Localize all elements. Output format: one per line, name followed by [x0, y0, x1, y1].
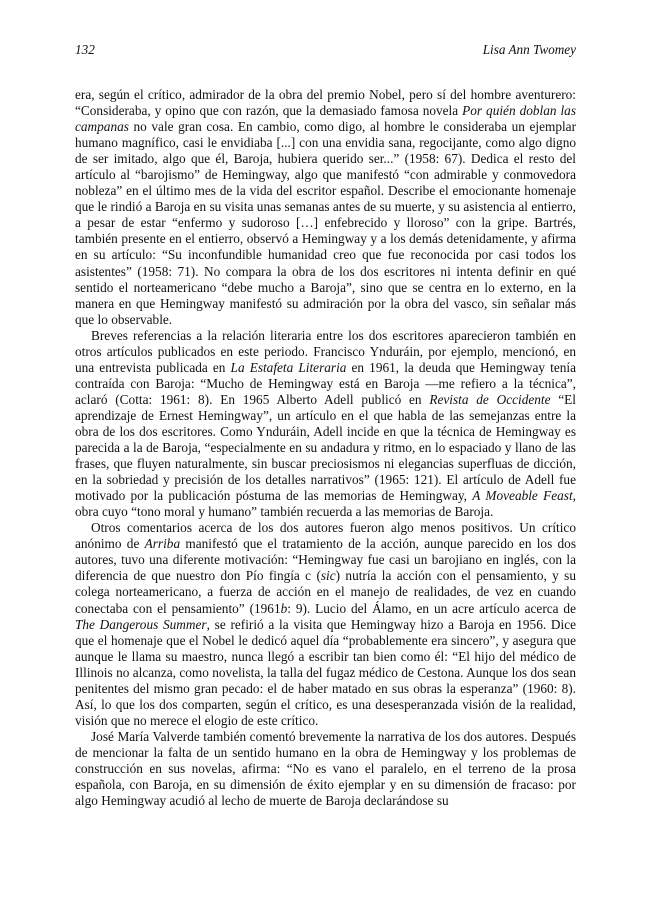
text-run: en 1961, la deuda que Hemingway tenía contraída con Baroja: “Mucho de Hemingway está en Baroja —me refiero a la técnica”, aclaró (Cotta: 1961: 8). En 1965 Alberto Adell publicó en — [75, 359, 576, 407]
book-title: The Dangerous Summer — [75, 616, 207, 632]
text-run: Otros comentarios acerca de los dos autores fueron algo menos positivos. Un crítico anónimo de — [75, 520, 576, 552]
text-run: : 9). Lucio del Álamo, en un acre artículo acerca de — [287, 600, 576, 616]
text-run: José María Valverde también comentó brevemente la narrativa de los dos autores. Después de mencionar la falta de un sentido humano en la obra de Hemingway y los problemas de construcción en sus novelas, afirma: “No es vano el paralelo, en el terreno de la prosa española, con Baroja, en su dimensión de éxito ejemplar y en su dimensión de fracaso: por algo Hemingway acudió al lecho de muerte de Baroja declarándose su — [75, 728, 576, 809]
page-number: 132 — [75, 42, 95, 57]
text-run: era, según el crítico, admirador de la obra del premio Nobel, pero sí del hombre aventurero: “Consideraba, y opino que con razón, que la demasiado famosa novela — [75, 87, 576, 119]
publication-title: Arriba — [144, 536, 181, 552]
publication-title: Revista de Occidente — [429, 391, 551, 407]
book-title: A Moveable Feast — [472, 488, 573, 504]
body-text — [75, 87, 576, 809]
publication-title: La Estafeta Literaria — [230, 359, 347, 375]
text-run: , se refirió a la visita que Hemingway hizo a Baroja en 1956. Dice que el homenaje que el Nobel le dedicó aquel día “probablemente era sincero”, y asegura que aunque le llama su maestro, nunca llegó a escribir tan bien como él: “El hijo del médico de Illinois no alcanza, como novelista, la talla del fugaz médico de Cestona. Aunque los dos sean penitentes del mismo gran pecado: el de haber matado en sus obras la esperanza” (1960: 8). Así, lo que los dos comparten, según el crítico, es una desesperanzada visión de la realidad, visión que no merece el elogio de este crítico. — [75, 616, 577, 728]
text-run: manifestó que el tratamiento de la acción, aunque parecido en los dos autores, tuvo una diferente motivación: “Hemingway fue casi un barojiano en inglés, con la diferencia de que nuestro don Pío fingía c ( — [75, 536, 576, 584]
paragraph — [75, 87, 576, 328]
citation-suffix: b — [280, 600, 288, 616]
text-run: ) nutría la acción con el pensamiento, y su colega norteamericano, a fuerza de acción en el manejo de realidades, de vez en cuando conectaba con el pensamiento” (1961 — [75, 568, 576, 616]
running-head — [75, 42, 576, 58]
text-run: no vale gran cosa. En cambio, como digo, al hombre le consideraba un ejemplar humano magnífico, casi le envidiaba [...] con una envidia sana, regocijante, como algo digno de ser imitado, algo que él, Baroja, hubiera querido ser...” (1958: 67). Dedica el resto del artículo al “barojismo” de Hemingway, algo que manifestó “con admirable y conmovedora nobleza” en el último mes de la vida del escritor español. Describe el emocionante homenaje que le rindió a Baroja en su visita unas semanas antes de su muerte, y su asistencia al entierro, a pesar de estar “enfermo y sudoroso […] enfebrecido y lloroso” con la gripe. Bartrés, también presente en el entierro, observó a Hemingway y a los demás detenidamente, y afirma en su artículo: “Su inconfundible humanidad creo que fue reconocida por casi todos los asistentes” (1958: 71). No compara la obra de los dos escritores ni intenta definir en qué sentido el norteamericano “debe mucho a Baroja”, sino que se centra en lo externo, en la manera en que Hemingway manifestó su admiración por la obra del vasco, sin señalar más que lo observable. — [75, 119, 576, 327]
text-run: Breves referencias a la relación literaria entre los dos escritores aparecieron también en otros artículos publicados en este periodo. Francisco Ynduráin, por ejemplo, mencionó, en una entrevista publicada en — [75, 327, 576, 375]
sic-note: sic — [320, 568, 336, 584]
paragraph — [75, 729, 576, 809]
text-run: “El aprendizaje de Ernest Hemingway”, un artículo en el que habla de las semejanzas entre la obra de los dos escritores. Como Ynduráin, Adell incide en que la técnica de Hemingway es parecida a la de Baroja, “especialmente en su andadura y ritmo, en lo espaciado y llano de las frases, que fluyen naturalmente, sin buscar preciosismos ni elegancias superfluas de dicción, en la sobriedad y precisión de los detalles narrativos” (1965: 121). El artículo de Adell fue motivado por la publicación póstuma de las memorias de Hemingway, — [75, 391, 576, 504]
text-run: , obra cuyo “tono moral y humano” también recuerda a las memorias de Baroja. — [75, 488, 576, 520]
running-head-author: Lisa Ann Twomey — [482, 42, 576, 57]
paragraph — [75, 328, 576, 521]
paragraph — [75, 520, 576, 729]
book-title: Por quién doblan las campanas — [75, 103, 576, 135]
